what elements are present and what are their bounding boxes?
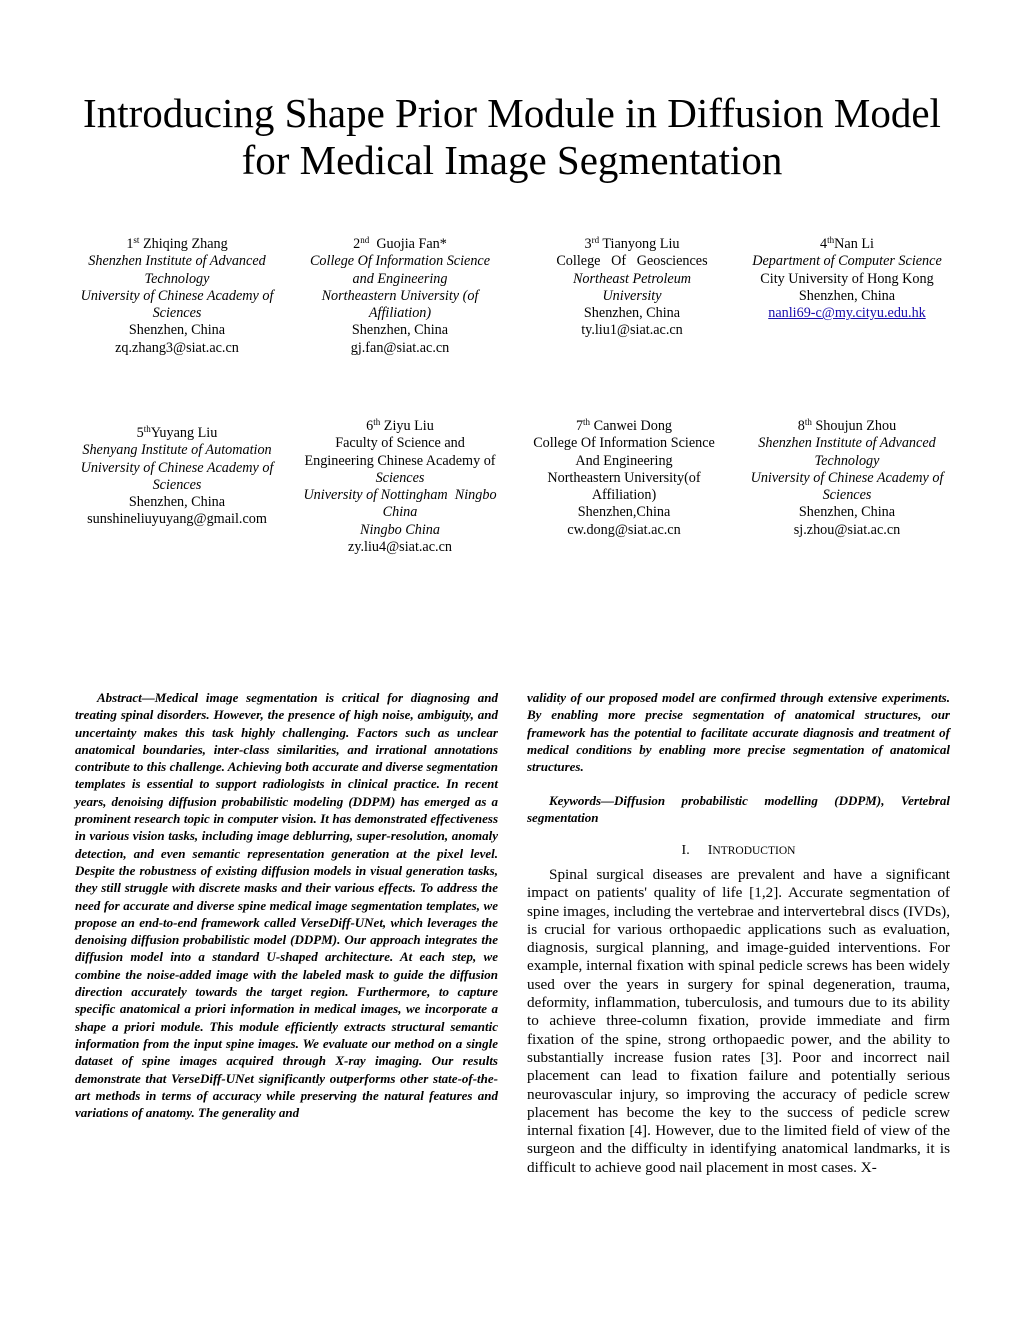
- affiliation-line: City University of Hong Kong: [760, 270, 934, 287]
- affiliation-line: Faculty of Science and: [335, 435, 465, 452]
- affiliation-line: Shenzhen Institute of Advanced: [758, 435, 936, 452]
- location: Ningbo China: [359, 521, 440, 538]
- section-number: I.: [681, 843, 690, 858]
- affiliation-line: Sciences: [152, 305, 202, 322]
- affiliation-line: Shenyang Institute of Automation: [82, 442, 272, 459]
- email: zq.zhang3@siat.ac.cn: [115, 339, 239, 356]
- author-name: 6th Ziyu Liu: [366, 417, 434, 434]
- affiliation-line: Department of Computer Science: [752, 253, 942, 270]
- location: Shenzhen, China: [798, 287, 896, 304]
- email: ty.liu1@siat.ac.cn: [581, 322, 683, 339]
- location: Shenzhen, China: [798, 504, 896, 521]
- affiliation-line: Northeast Petroleum: [572, 270, 692, 287]
- section-heading: [527, 842, 950, 860]
- paper-title: [40, 90, 984, 184]
- location: Shenzhen,China: [577, 504, 671, 521]
- email: cw.dong@siat.ac.cn: [567, 521, 681, 538]
- affiliation-line: Affiliation): [368, 305, 432, 322]
- section-title-rest: NTRODUCTION: [712, 845, 796, 857]
- author-name: 4thNan Li: [820, 235, 874, 252]
- author-name: 8th Shoujun Zhou: [797, 417, 897, 434]
- affiliation-line: Technology: [144, 270, 210, 287]
- title-line-2: for Medical Image Segmentation: [241, 137, 783, 183]
- email: sj.zhou@siat.ac.cn: [793, 521, 901, 538]
- affiliation-line: Engineering Chinese Academy of: [304, 452, 496, 469]
- location: Shenzhen, China: [128, 494, 226, 511]
- affiliation-line: Shenzhen Institute of Advanced: [88, 253, 266, 270]
- affiliation-line: Sciences: [822, 487, 872, 504]
- abstract: [75, 689, 498, 1121]
- affiliation-line: And Engineering: [575, 452, 673, 469]
- keywords: [527, 792, 950, 827]
- author-block-6: [293, 418, 507, 556]
- email-link[interactable]: [740, 305, 954, 322]
- affiliation-line: University of Chinese Academy of: [80, 459, 274, 476]
- affiliation-line: Sciences: [152, 476, 202, 493]
- location: Shenzhen, China: [351, 322, 449, 339]
- author-block-7: [517, 418, 731, 539]
- affiliation-line: Northeastern University (of: [321, 287, 479, 304]
- author-block-2: [293, 236, 507, 357]
- affiliation-line: China: [382, 504, 418, 521]
- affiliation-line: Affiliation): [591, 487, 657, 504]
- author-name: 2nd Guojia Fan*: [353, 235, 447, 252]
- affiliation-line: University of Nottingham Ningbo: [303, 487, 497, 504]
- keywords-label: Keywords—: [549, 793, 614, 808]
- intro-paragraph: Spinal surgical diseases are prevalent and have a significant impact on patients' quality of life [1,2]. Accurate segmentation of spine images, including the vertebrae and intervertebral discs (IVDs), is crucial for various orthopaedic applications such as evaluation, diagnosis, surgical planning, and image-guided interventions. For example, internal fixation with spinal pedicle screws has been widely used over the years in surgery for spinal degeneration, trauma, deformity, inflammation, tuberculosis, and tumours due to its ability to achieve three-column fixation, provide immediate and firm fixation of the spine, strong orthopaedic power, and the ability to substantially increase fusion rates [3]. Poor and incorrect nail placement can lead to fixation failure and potentially serious neurovascular injury, so improving the accuracy of pedicle screw placement has become the key to the success of pedicle screw internal fixation [4]. However, due to the limited field of view of the surgeon and the difficulty in identifying anatomical landmarks, it is difficult to achieve good nail placement in most cases. X-: [527, 866, 950, 1176]
- author-block-4: [740, 236, 954, 322]
- affiliation-line: Sciences: [375, 469, 425, 486]
- email-link-text[interactable]: nanli69-c@my.cityu.edu.hk: [768, 305, 926, 322]
- affiliation-line: College Of Geosciences: [556, 253, 708, 270]
- affiliation-line: College Of Information Science: [533, 435, 715, 452]
- keywords-text: Diffusion probabilistic modelling (DDPM), Vertebral segmentation: [527, 793, 950, 826]
- affiliation-line: and Engineering: [352, 270, 448, 287]
- email: sunshineliuyuyang@gmail.com: [87, 511, 267, 528]
- author-name: 3rd Tianyong Liu: [584, 235, 680, 252]
- section-title-initial: I: [707, 843, 713, 858]
- author-block-5: [70, 425, 284, 529]
- author-block-1: [70, 236, 284, 357]
- abstract-body: Medical image segmentation is critical for diagnosing and treating spinal disorders. However, the presence of high noise, ambiguity, and uncertainty makes this task highly challenging. Factors such as unclear anatomical boundaries, inter-class similarities, and irrational annotations contribute to this challenge. Achieving both accurate and diverse segmentation templates is essential to support radiologists in clinical practice. In recent years, denoising diffusion probabilistic modeling (DDPM) has emerged as a prominent research topic in computer vision. It has demonstrated effectiveness in various vision tasks, including image deblurring, super-resolution, anomaly detection, and even semantic representation generation at the pixel level. Despite the robustness of existing diffusion models in visual generation tasks, they still struggle with discrete masks and their various effects. To address the need for accurate and diverse spine medical image segmentation templates, we propose an end-to-end framework called VerseDiff-UNet, which leverages the denoising diffusion probabilistic model (DDPM). Our approach integrates the diffusion model into a standard U-shaped architecture. At each step, we combine the noise-added image with the labeled mask to guide the diffusion direction accurately towards the target region. Furthermore, to capture specific anatomical a priori information in medical images, we incorporate a shape a priori module. This module efficiently extracts structural semantic information from the input spine images. We evaluate our method on a single dataset of spine images acquired through X-ray imaging. Our results demonstrate that VerseDiff-UNet significantly outperforms other state-of-the-art methods in terms of accuracy while preserving the natural features and variations of anatomy. The generality and: [75, 690, 498, 1121]
- affiliation-line: College Of Information Science: [309, 253, 491, 270]
- location: Shenzhen, China: [583, 305, 681, 322]
- affiliation-line: University of Chinese Academy of: [750, 469, 944, 486]
- author-name: 5thYuyang Liu: [136, 424, 218, 441]
- affiliation-line: Northeastern University(of: [547, 469, 701, 486]
- author-block-3: [525, 236, 739, 340]
- affiliation-line: Technology: [814, 452, 880, 469]
- location: Shenzhen, China: [128, 322, 226, 339]
- author-name: 7th Canwei Dong: [575, 417, 673, 434]
- affiliation-line: University: [602, 287, 662, 304]
- abstract-label: Abstract—: [97, 690, 155, 705]
- title-line-1: Introducing Shape Prior Module in Diffusion Model: [83, 90, 941, 136]
- affiliation-line: University of Chinese Academy of: [80, 287, 274, 304]
- author-block-8: [740, 418, 954, 539]
- author-name: 1st Zhiqing Zhang: [126, 235, 228, 252]
- email: gj.fan@siat.ac.cn: [350, 339, 450, 356]
- abstract-continued: validity of our proposed model are confirmed through extensive experiments. By enabling more precise segmentation of anatomical structures, our framework has the potential to facilitate accurate diagnosis and treatment of medical conditions by enabling more precise segmentation of anatomical structures.: [527, 690, 950, 775]
- email: zy.liu4@siat.ac.cn: [348, 539, 452, 556]
